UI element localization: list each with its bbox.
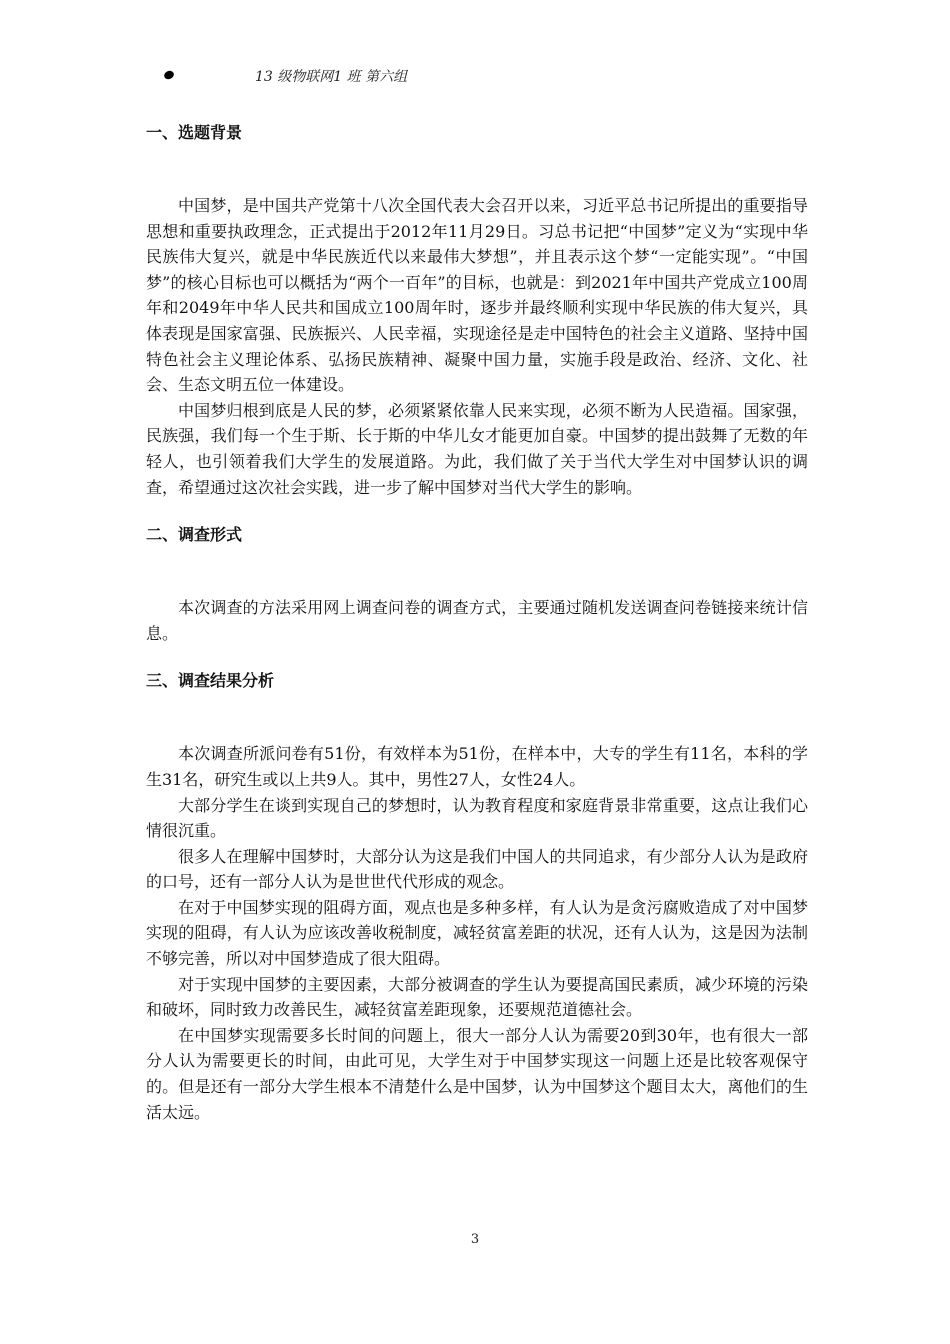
section-title: 三、调查结果分析 [146,671,275,691]
section-title: 二、调查形式 [146,525,243,545]
section-survey-form [146,522,808,646]
document-body [146,120,808,1125]
section-background [146,120,808,500]
paragraph: 对于实现中国梦的主要因素，大部分被调查的学生认为要提高国民素质，减少环境的污染和破坏，同时致力改善民生，减轻贫富差距现象，还要规范道德社会。 [146,974,808,1020]
paragraph: 在对于中国梦实现的阻碍方面，观点也是多种多样，有人认为是贪污腐败造成了对中国梦实现的阻碍，有人认为应该改善收税制度，减轻贫富差距的状况，还有人认为，这是因为法制不够完善，所以对中国梦造成了很大阻碍。 [146,897,808,969]
paragraph: 大部分学生在谈到实现自己的梦想时，认为教育程度和家庭背景非常重要，这点让我们心情很沉重。 [146,795,808,841]
section-title: 一、选题背景 [146,123,243,142]
section-results-analysis [146,668,808,1125]
header-text: 13 级物联网1 班 第六组 [255,69,408,85]
paragraph: 中国梦归根到底是人民的梦，必须紧紧依靠人民来实现，必须不断为人民造福。国家强，民族强，我们每一个生于斯、长于斯的中华儿女才能更加自豪。中国梦的提出鼓舞了无数的年轻人，也引领着我们大学生的发展道路。为此，我们做了关于当代大学生对中国梦认识的调查，希望通过这次社会实践，进一步了解中国梦对当代大学生的影响。 [146,400,808,497]
page-header [160,66,660,88]
paragraph: 在中国梦实现需要多长时间的问题上，很大一部分人认为需要20到30年，也有很大一部分人认为需要更长的时间，由此可见，大学生对于中国梦实现这一问题上还是比较客观保守的。但是还有一部分大学生根本不清楚什么是中国梦，认为中国梦这个题目太大，离他们的生活太远。 [146,1025,808,1122]
paragraph: 本次调查所派问卷有51份，有效样本为51份，在样本中，大专的学生有11名，本科的学生31名，研究生或以上共9人。其中，男性27人，女性24人。 [146,744,808,789]
paragraph: 中国梦，是中国共产党第十八次全国代表大会召开以来，习近平总书记所提出的重要指导思想和重要执政理念，正式提出于2012年11月29日。习总书记把“中国梦”定义为“实现中华民族伟大复兴，就是中华民族近代以来最伟大梦想”，并且表示这个梦“一定能实现”。“中国梦”的核心目标也可以概括为“两个一百年”的目标，也就是：到2021年中国共产党成立100周年和2049年中华人民共和国成立100周年时，逐步并最终顺利实现中华民族的伟大复兴，具体表现是国家富强、民族振兴、人民幸福，实现途径是走中国特色的社会主义道路、坚持中国特色社会主义理论体系、弘扬民族精神、凝聚中国力量，实施手段是政治、经济、文化、社会、生态文明五位一体建设。 [146,196,808,395]
page-number: 3 [470,1232,480,1247]
paragraph: 很多人在理解中国梦时，大部分认为这是我们中国人的共同追求，有少部分人认为是政府的口号，还有一部分人认为是世世代代形成的观念。 [146,846,808,892]
bullet-icon [163,69,175,80]
paragraph: 本次调查的方法采用网上调查问卷的调查方式，主要通过随机发送调查问卷链接来统计信息。 [146,598,808,643]
